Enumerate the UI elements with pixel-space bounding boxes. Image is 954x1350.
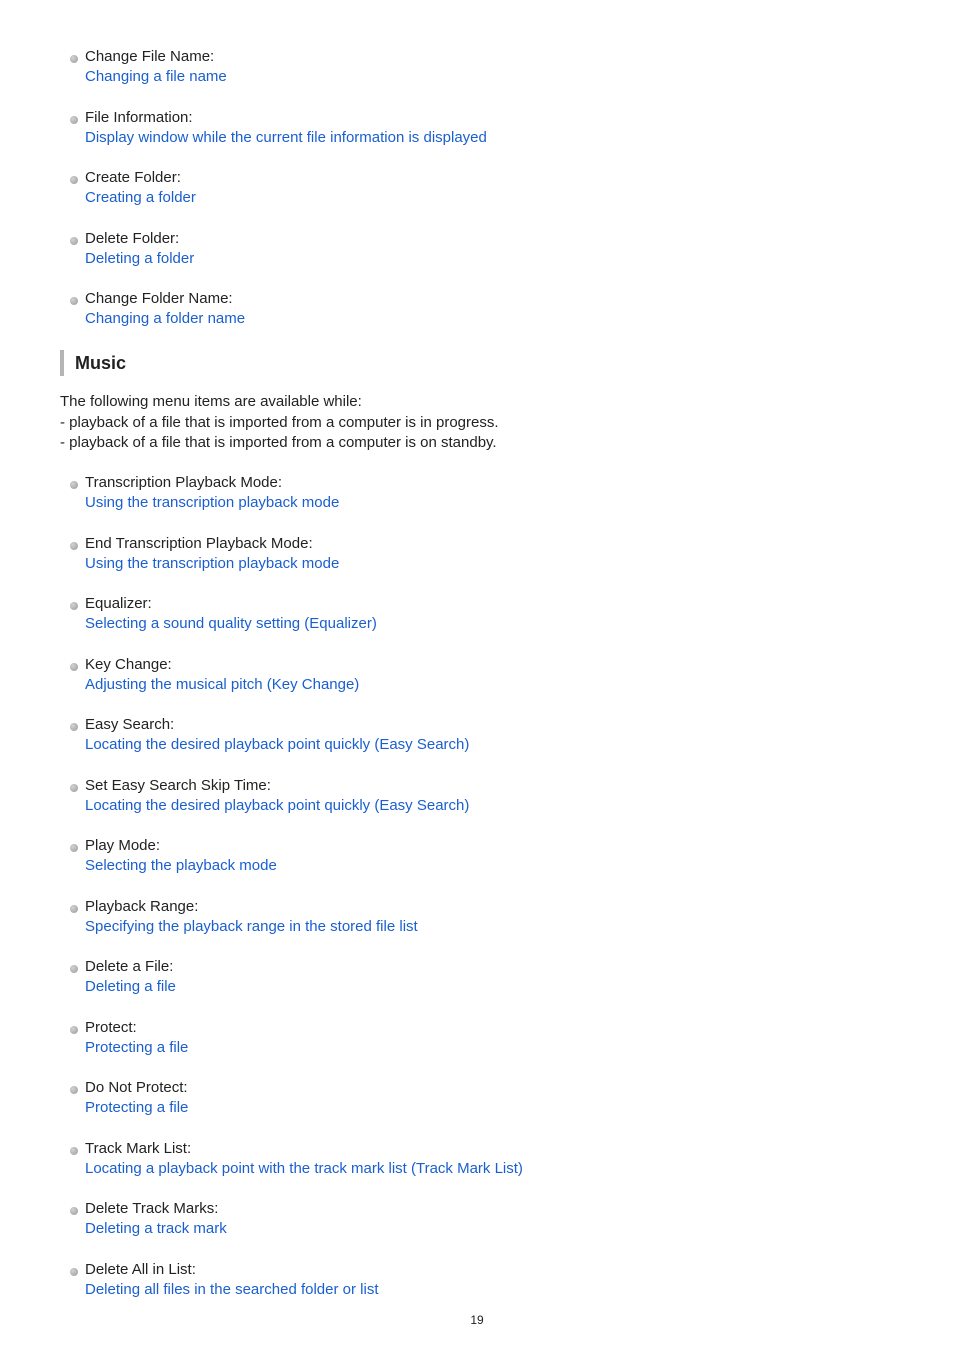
- bullet-icon: [70, 602, 78, 610]
- menu-item: [68, 534, 928, 595]
- menu-item: [68, 1139, 928, 1200]
- menu-item-label: Play Mode:: [85, 837, 161, 854]
- menu-item: [68, 47, 928, 108]
- menu-item-link[interactable]: Protecting a file: [85, 1038, 189, 1056]
- section-heading-music: Music: [60, 350, 126, 376]
- menu-item-link[interactable]: Deleting a file: [85, 978, 176, 995]
- menu-item-link[interactable]: Locating a playback point with the track mark list (Track Mark List): [85, 1159, 523, 1177]
- bullet-icon: [70, 663, 78, 671]
- menu-item: [68, 715, 928, 776]
- menu-item-label: Key Change:: [85, 655, 172, 673]
- menu-item-label: Equalizer:: [85, 595, 152, 612]
- menu-item-link[interactable]: Adjusting the musical pitch (Key Change): [85, 675, 360, 693]
- menu-item-label: Track Mark List:: [85, 1139, 192, 1157]
- menu-item-label: File Information:: [85, 108, 193, 126]
- menu-item-link[interactable]: Using the transcription playback mode: [85, 494, 340, 511]
- menu-item-label: Playback Range:: [85, 897, 199, 915]
- bullet-icon: [70, 542, 78, 550]
- bullet-icon: [70, 905, 78, 913]
- menu-item-list-music: [68, 473, 928, 1320]
- menu-item-link[interactable]: Selecting a sound quality setting (Equalizer): [85, 615, 377, 632]
- menu-item: [68, 957, 928, 1018]
- menu-item-link[interactable]: Specifying the playback range in the stored file list: [85, 917, 418, 935]
- intro-line: - playback of a file that is imported from a computer is on standby.: [60, 434, 497, 451]
- bullet-icon: [70, 1207, 78, 1215]
- menu-item-label: Change Folder Name:: [85, 290, 233, 307]
- menu-item: [68, 1018, 928, 1079]
- menu-item-label: Delete Track Marks:: [85, 1200, 219, 1217]
- section-intro: [60, 392, 920, 454]
- menu-item-label: Delete a File:: [85, 958, 174, 975]
- bullet-icon: [70, 965, 78, 973]
- menu-item: [68, 776, 928, 837]
- menu-item: [68, 594, 928, 655]
- menu-item-label: Create Folder:: [85, 169, 181, 186]
- intro-line: The following menu items are available while:: [60, 393, 362, 410]
- menu-item-list-top: [68, 47, 928, 350]
- bullet-icon: [70, 1147, 78, 1155]
- bullet-icon: [70, 784, 78, 792]
- menu-item: [68, 1199, 928, 1260]
- menu-item-label: Set Easy Search Skip Time:: [85, 776, 271, 794]
- menu-item: [68, 108, 928, 169]
- menu-item-label: Do Not Protect:: [85, 1079, 188, 1096]
- menu-item: [68, 473, 928, 534]
- bullet-icon: [70, 1026, 78, 1034]
- bullet-icon: [70, 844, 78, 852]
- menu-item-label: Change File Name:: [85, 48, 215, 65]
- bullet-icon: [70, 116, 78, 124]
- menu-item: [68, 168, 928, 229]
- menu-item-link[interactable]: Locating the desired playback point quickly (Easy Search): [85, 736, 470, 753]
- menu-item: [68, 289, 928, 350]
- menu-item: [68, 229, 928, 290]
- intro-line: - playback of a file that is imported from a computer is in progress.: [60, 413, 499, 431]
- menu-item-link[interactable]: Deleting a folder: [85, 249, 195, 267]
- bullet-icon: [70, 1086, 78, 1094]
- menu-item-link[interactable]: Changing a folder name: [85, 310, 246, 327]
- menu-item-label: End Transcription Playback Mode:: [85, 534, 313, 552]
- menu-item-label: Delete Folder:: [85, 229, 180, 247]
- menu-item-link[interactable]: Selecting the playback mode: [85, 857, 277, 874]
- menu-item-link[interactable]: Deleting a track mark: [85, 1220, 227, 1237]
- menu-item-label: Easy Search:: [85, 716, 175, 733]
- bullet-icon: [70, 297, 78, 305]
- menu-item: [68, 1078, 928, 1139]
- bullet-icon: [70, 176, 78, 184]
- menu-item-link[interactable]: Display window while the current file information is displayed: [85, 128, 487, 146]
- bullet-icon: [70, 237, 78, 245]
- bullet-icon: [70, 723, 78, 731]
- menu-item-link[interactable]: Locating the desired playback point quickly (Easy Search): [85, 796, 470, 814]
- menu-item-link[interactable]: Using the transcription playback mode: [85, 554, 340, 572]
- menu-item: [68, 836, 928, 897]
- menu-item-label: Transcription Playback Mode:: [85, 474, 283, 491]
- bullet-icon: [70, 481, 78, 489]
- menu-item-link[interactable]: Deleting all files in the searched folder or list: [85, 1280, 379, 1298]
- menu-item: [68, 1260, 928, 1321]
- bullet-icon: [70, 55, 78, 63]
- bullet-icon: [70, 1268, 78, 1276]
- menu-item-link[interactable]: Protecting a file: [85, 1099, 189, 1116]
- menu-item-label: Delete All in List:: [85, 1260, 196, 1278]
- menu-item-link[interactable]: Creating a folder: [85, 189, 196, 206]
- menu-item: [68, 897, 928, 958]
- page-number: 19: [470, 1313, 484, 1327]
- menu-item: [68, 655, 928, 716]
- menu-item-label: Protect:: [85, 1018, 137, 1036]
- menu-item-link[interactable]: Changing a file name: [85, 68, 227, 85]
